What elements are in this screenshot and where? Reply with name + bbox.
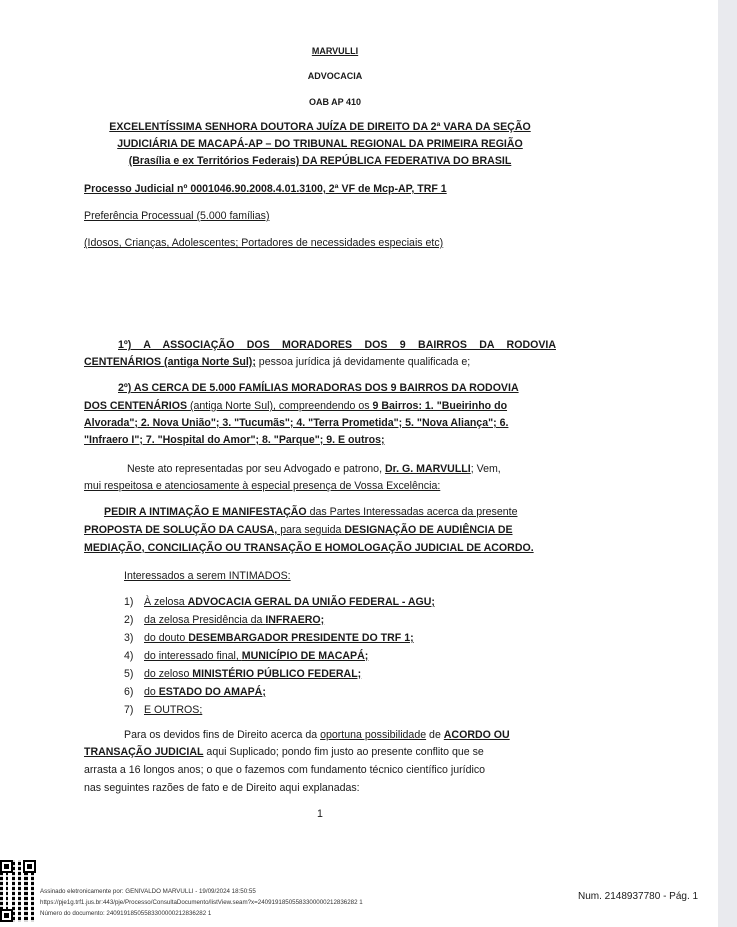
closing-opportunity: oportuna possibilidade [320, 729, 427, 741]
party1-line-1: 1º) A ASSOCIAÇÃO DOS MORADORES DOS 9 BAIRROS DA RODOVIA [118, 339, 556, 351]
request-desc: das Partes Interessadas acerca da presente [306, 506, 518, 518]
closing-line-2 [84, 746, 484, 759]
list-item-number: 7) [124, 704, 134, 716]
party2-bairros-start: 9 Bairros: 1. "Bueirinho do [372, 400, 508, 412]
party2-line-3: Alvorada"; 2. Nova União"; 3. "Tucumãs"; 4. "Terra Prometida"; 5. "Nova Aliança"; 6. [84, 417, 509, 429]
list-item-number: 4) [124, 650, 134, 662]
list-item-pre: da zelosa Presidência da [144, 614, 266, 626]
document-number: Número do documento: 24091918505583300000212836282 1 [40, 910, 212, 917]
list-item [124, 668, 361, 681]
addressee-line-2: JUDICIÁRIA DE MACAPÁ-AP – DO TRIBUNAL REGIONAL DA PRIMEIRA REGIÃO [117, 138, 523, 150]
firm-subtitle: ADVOCACIA [307, 71, 363, 81]
lawyer-name: Dr. G. MARVULLI [384, 463, 471, 475]
list-item [124, 686, 266, 699]
closing-line-1 [124, 729, 510, 742]
proposal-title: PROPOSTA DE SOLUÇÃO DA CAUSA, [84, 524, 278, 536]
closing-line-4: nas seguintes razões de fato e de Direito aqui explanadas: [84, 782, 360, 794]
addressee-line-1: EXCELENTÍSSIMA SENHORA DOUTORA JUÍZA DE DIREITO DA 2ª VARA DA SEÇÃO [109, 121, 531, 133]
list-item-pre: À zelosa [144, 596, 188, 608]
list-item-name: DESEMBARGADOR PRESIDENTE DO TRF 1; [188, 632, 414, 644]
representation-vem: ; Vem, [470, 463, 501, 475]
list-item-pre: do douto [144, 632, 189, 644]
list-item-pre: do zeloso [144, 668, 193, 680]
request-line-3: MEDIAÇÃO, CONCILIAÇÃO OU TRANSAÇÃO E HOMOLOGAÇÃO JUDICIAL DE ACORDO. [84, 542, 534, 554]
preference-detail: (Idosos, Crianças, Adolescentes; Portadores de necessidades especiais etc) [84, 237, 444, 249]
party1-name-end: CENTENÁRIOS (antiga Norte Sul); [84, 356, 256, 368]
proposal-desc: para seguida [277, 524, 345, 536]
hearing-title: DESIGNAÇÃO DE AUDIÊNCIA DE [344, 524, 513, 536]
qr-code-icon [0, 860, 36, 922]
closing-agreement: ACORDO OU [443, 729, 510, 741]
page-number: 1 [317, 808, 323, 820]
party2-line-1: 2º) AS CERCA DE 5.000 FAMÍLIAS MORADORAS DOS 9 BAIRROS DA RODOVIA [118, 382, 519, 394]
list-item-name: ESTADO DO AMAPÁ; [158, 686, 266, 698]
list-item-number: 5) [124, 668, 134, 680]
request-line-1 [104, 506, 517, 519]
list-item-name: MINISTÉRIO PÚBLICO FEDERAL; [192, 668, 362, 680]
closing-transaction: TRANSAÇÃO JUDICIAL [84, 746, 204, 758]
signature-info: Assinado eletronicamente por: GENIVALDO MARVULLI - 19/09/2024 18:50:55 [40, 888, 256, 895]
list-item [124, 596, 435, 609]
party2-road: DOS CENTENÁRIOS [84, 400, 188, 412]
list-item [124, 632, 414, 645]
list-item-name: ADVOCACIA GERAL DA UNIÃO FEDERAL - AGU; [187, 596, 435, 608]
firm-name: MARVULLI [311, 46, 359, 56]
list-item [124, 704, 202, 717]
list-item-name: INFRAERO; [265, 614, 325, 626]
list-item-name: MUNICÍPIO DE MACAPÁ; [241, 650, 369, 662]
closing-text-de: de [426, 729, 444, 741]
list-item-number: 3) [124, 632, 134, 644]
party2-line-2 [84, 400, 507, 413]
request-line-2 [84, 524, 513, 537]
list-item-pre: do interessado final, [144, 650, 242, 662]
representation-text: Neste ato representadas por seu Advogado e patrono, [127, 463, 385, 475]
firm-oab: OAB AP 410 [308, 97, 362, 107]
list-item [124, 650, 368, 663]
process-number: Processo Judicial nº 0001046.90.2008.4.01.3100, 2ª VF de Mcp-AP, TRF 1 [84, 183, 447, 195]
closing-line-3: arrasta a 16 longos anos; o que o fazemos com fundamento técnico científico jurídico [84, 764, 486, 776]
list-item [124, 614, 324, 627]
list-item-number: 2) [124, 614, 134, 626]
representation-line-2: mui respeitosa e atenciosamente à especial presença de Vossa Excelência: [84, 480, 441, 492]
consult-url[interactable]: https://pje1g.trf1.jus.br:443/pje/Processo/ConsultaDocumento/listView.seam?x=24091918505583300000212836282 1 [40, 899, 363, 906]
list-item-number: 1) [124, 596, 134, 608]
party2-road-desc: (antiga Norte Sul), compreendendo os [187, 400, 373, 412]
interested-heading: Interessados a serem INTIMADOS: [124, 570, 291, 582]
party1-desc: pessoa jurídica já devidamente qualificada e; [255, 356, 471, 368]
num-page-label: Num. 2148937780 - Pág. 1 [578, 891, 699, 902]
closing-text-b: aqui Suplicado; pondo fim justo ao presente conflito que se [203, 746, 484, 758]
list-item-pre: do [144, 686, 159, 698]
viewer-scrollbar-area[interactable] [718, 0, 737, 927]
list-item-number: 6) [124, 686, 134, 698]
preference-label: Preferência Processual (5.000 famílias) [84, 210, 270, 222]
party2-line-4: "Infraero I"; 7. "Hospital do Amor"; 8. "Parque"; 9. E outros; [84, 434, 385, 446]
party1-line-2 [84, 356, 470, 369]
addressee-line-3: (Brasília e ex Territórios Federais) DA REPÚBLICA FEDERATIVA DO BRASIL [128, 155, 512, 167]
request-title: PEDIR A INTIMAÇÃO E MANIFESTAÇÃO [104, 506, 307, 518]
list-item-pre: E OUTROS; [144, 704, 203, 716]
closing-text-a: Para os devidos fins de Direito acerca da [124, 729, 321, 741]
representation-line-1 [127, 463, 501, 476]
